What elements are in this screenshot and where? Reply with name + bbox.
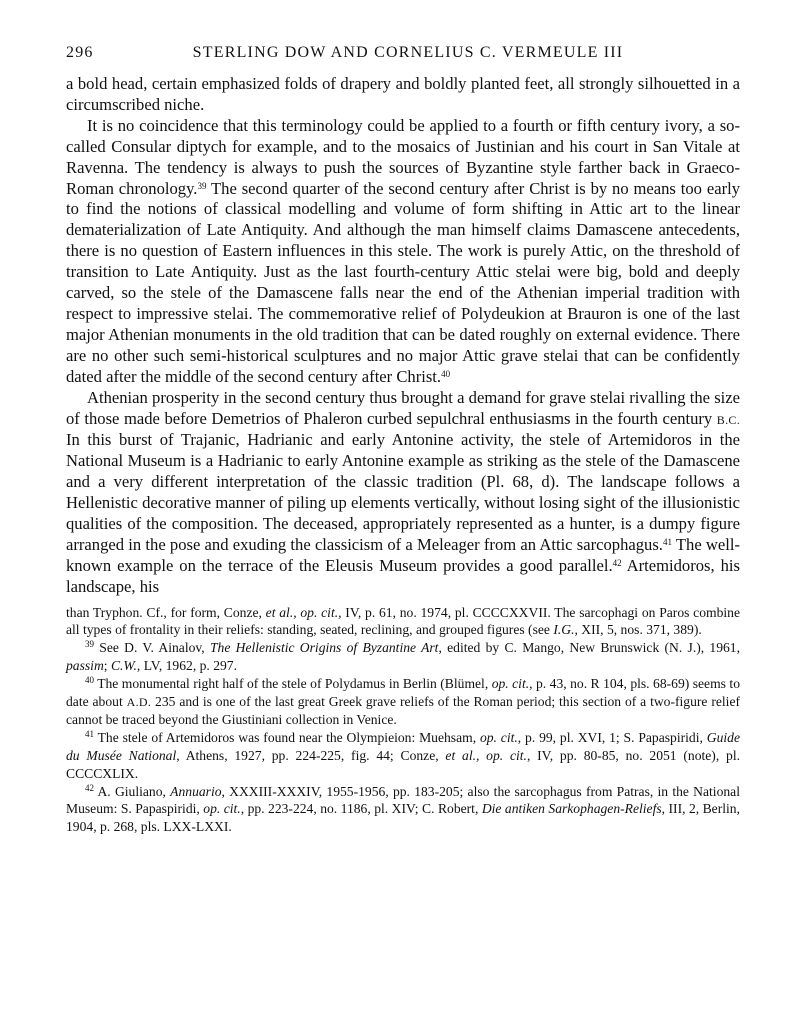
footnote-number: 39 — [85, 639, 94, 650]
footnote-text: , IV, pp. 80-85, no. 2051 (note), pl. CCCCXLIX. — [66, 748, 740, 781]
footnote-number: 42 — [85, 782, 94, 793]
footnote-text: , p. 43, no. R 104, pls. 68-69) seems to date about — [66, 675, 740, 709]
running-title: STERLING DOW AND CORNELIUS C. VERMEULE III — [192, 44, 624, 61]
footnote-text: ; — [103, 658, 111, 674]
footnote-text: , p. 99, pl. XVI, 1; S. Papaspiridi, — [517, 730, 707, 746]
footnote-text: , Athens, 1927, pp. 224-225, fig. 44; Conze, — [176, 748, 446, 764]
footnote-ref-40[interactable]: 40 — [441, 368, 451, 379]
page-number: 296 — [66, 44, 94, 61]
footnote-text: The monumental right half of the stele of Polydamus in Berlin (Blümel, — [94, 675, 492, 691]
footnote-ref-42[interactable]: 42 — [612, 557, 622, 568]
footnote-italic: et al., op. cit. — [445, 748, 527, 764]
footnote-42 — [66, 783, 740, 836]
footnote-text: A. Giuliano, — [94, 783, 171, 799]
footnote-text: , LV, 1962, p. 297. — [136, 658, 238, 674]
paragraph-3 — [66, 388, 740, 598]
footnote-continued — [66, 604, 740, 640]
footnote-39 — [66, 639, 740, 675]
footnote-italic: Guide du Musée National — [66, 730, 740, 764]
footnote-ref-41[interactable]: 41 — [662, 536, 672, 547]
footnote-41 — [66, 729, 740, 782]
footnote-italic: op. cit. — [491, 675, 530, 691]
footnote-italic: Die antiken Sarkophagen-Reliefs — [481, 801, 662, 817]
paragraph-3-text-cont: In this burst of Trajanic, Hadrianic and early Antonine activity, the stele of Artemidoros in the National Museum is a Hadrianic to early Antonine example as striking as the stele of the Damascene and a very different interpretation of the classic tradition (Pl. 68, d). The landscape follows a Hellenistic decorative manner of piling up elements vertically, without losing sight of the illusionistic qualities of the composition. The deceased, appropriately represented as a hunter, is a dumpy figure arranged in the pose and exuding the classicism of a Meleager from an Attic sarcophagus. — [66, 430, 740, 554]
footnote-italic: et al., op. cit. — [265, 604, 339, 620]
footnote-text: , XXXIII-XXXIV, 1955-1956, pp. 183-205; also the sarcophagus from Patras, in the National Museum: S. Papaspiridi, — [66, 783, 740, 817]
paragraph-1 — [66, 74, 740, 116]
footnote-text: The stele of Artemidoros was found near the Olympieion: Muehsam, — [94, 730, 480, 746]
running-head — [66, 44, 740, 74]
footnote-italic: C.W. — [110, 658, 137, 674]
footnote-italic: passim — [66, 658, 104, 674]
footnote-italic: I.G. — [553, 622, 575, 638]
footnote-40 — [66, 675, 740, 729]
footnote-number: 41 — [85, 729, 94, 740]
footnote-text: , edited by C. Mango, New Brunswick (N. J.), 1961, — [438, 640, 740, 656]
paragraph-3-text-cont3: Artemidoros, his landscape, his — [66, 555, 740, 596]
footnote-number: 40 — [85, 674, 94, 685]
footnote-ref-39[interactable]: 39 — [197, 180, 207, 191]
footnote-text: , IV, p. 61, no. 1974, pl. CCCCXXVII. The sarcophagi on Paros combine all types of frontality in their reliefs: standing, seated, reclining, and grouped figures (see — [66, 604, 740, 638]
footnote-text: , pp. 223-224, no. 1186, pl. XIV; C. Robert, — [240, 801, 482, 817]
paragraph-2-text: It is no coincidence that this terminology could be applied to a fourth or fifth century ivory, a so-called Consular diptych for example, and to the mosaics of Justinian and his court in San Vitale at Ravenna. The tendency is always to push the sources of Byzantine style farther back in Graeco-Roman chronology. — [66, 115, 740, 198]
era-abbrev-bc: B.C. — [716, 412, 740, 427]
footnote-text: 235 and is one of the last great Greek grave reliefs of the Roman period; this section of a two-figure relief cannot be traced beyond the Giustiniani collection in Venice. — [66, 693, 740, 728]
paragraph-3-text-cont2: The well-known example on the terrace of the Eleusis Museum provides a good parallel. — [66, 534, 741, 575]
footnote-text: than Tryphon. Cf., for form, Conze, — [66, 604, 266, 620]
footnote-text: See D. V. Ainalov, — [94, 640, 210, 656]
footnote-text: , XII, 5, nos. 371, 389). — [574, 622, 702, 638]
footnote-italic: Annuario — [170, 783, 222, 799]
footnote-italic: The Hellenistic Origins of Byzantine Art — [209, 640, 439, 656]
footnote-italic: op. cit. — [479, 730, 518, 746]
page — [66, 44, 740, 836]
era-abbrev-ad: A.D. — [126, 694, 152, 709]
paragraph-3-text: Athenian prosperity in the second century thus brought a demand for grave stelai rivalling the size of those made before Demetrios of Phaleron curbed sepulchral enthusiasms in the fourth century — [66, 387, 740, 428]
paragraph-2-text-cont: The second quarter of the second century after Christ is by no means too early to find the notions of classical modelling and volume of form shifting in Attic art to the linear dematerialization of Late Antiquity. And although the man himself claims Damascene antecedents, there is no question of Eastern influences in this stele. The work is purely Attic, on the threshold of transition to Late Antiquity. Just as the last fourth-century Attic stelai were big, bold and deeply carved, so the stele of the Damascene falls near the end of the Athenian imperial tradition with respect to impressive stelai. The commemorative relief of Polydeukion at Brauron is one of the last major Athenian monuments in the old tradition that can be dated roughly on external evidence. There are no other such semi-historical sculptures and no major Attic grave stelai that can be confidently dated after the middle of the second century after Christ. — [66, 178, 741, 386]
footnote-text: , III, 2, Berlin, 1904, p. 268, pls. LXX-LXXI. — [66, 801, 740, 835]
footnote-italic: op. cit. — [203, 801, 241, 817]
footnotes — [66, 604, 740, 836]
paragraph-2 — [66, 116, 740, 388]
main-text — [66, 74, 740, 598]
paragraph-1-text: a bold head, certain emphasized folds of drapery and boldly planted feet, all strongly silhouetted in a circumscribed niche. — [66, 74, 740, 114]
